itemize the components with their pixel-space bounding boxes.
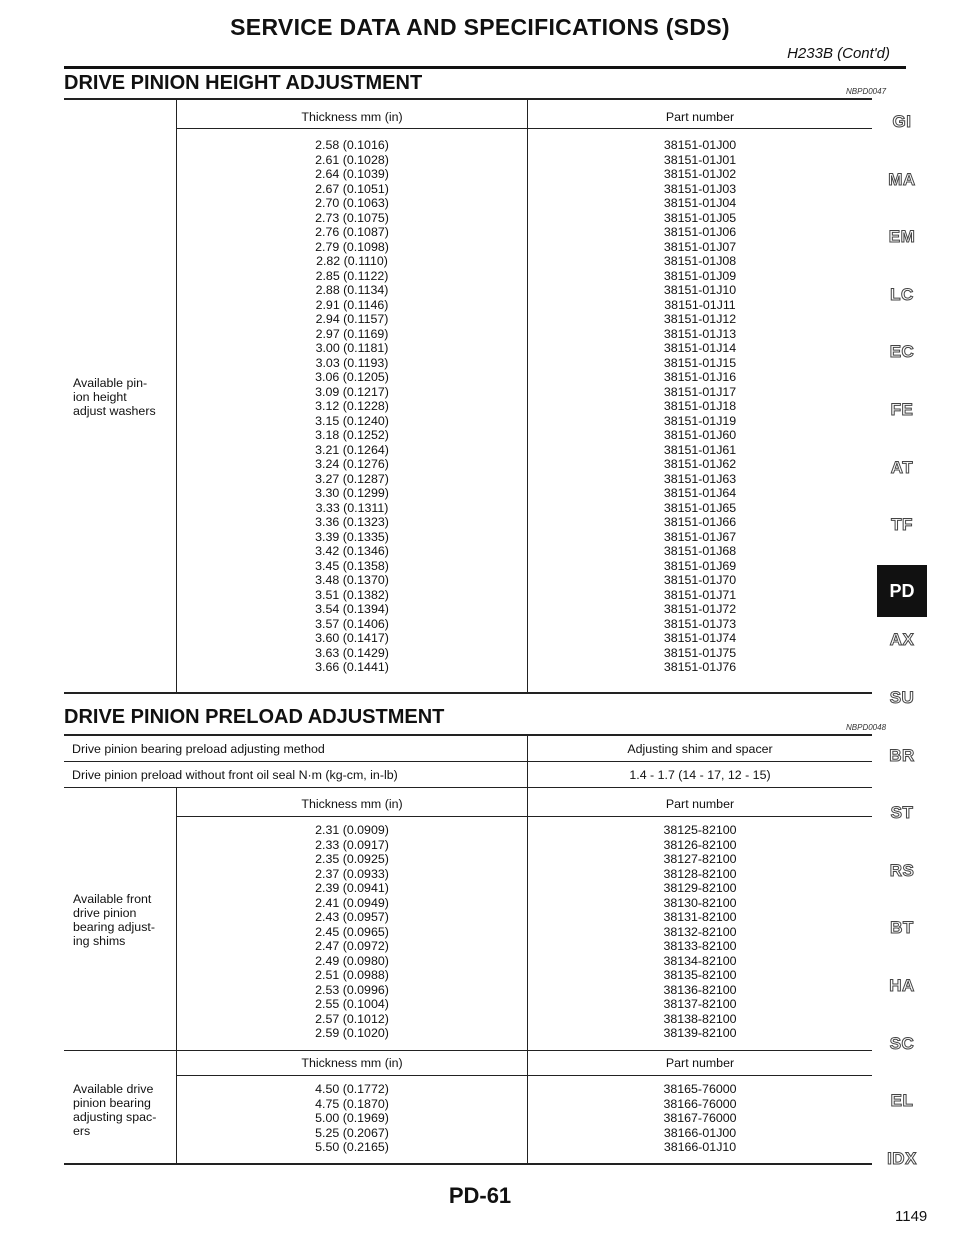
side-index-tab-bt[interactable]: BT [890, 918, 914, 937]
part-number-value: 38125-82100 [663, 823, 737, 837]
part-number-value: 38151-01J06 [663, 225, 737, 239]
height-header-rule [176, 128, 872, 129]
thickness-value: 2.61 (0.1028) [315, 152, 389, 167]
thickness-value: 3.15 (0.1240) [315, 413, 389, 428]
footer-number: 1149 [895, 1208, 928, 1225]
part-number-value: 38139-82100 [663, 1026, 737, 1040]
thickness-value: 2.73 (0.1075) [315, 210, 389, 225]
preload-top-divider [527, 734, 528, 788]
height-washers-label: Available pin- ion height adjust washers [73, 376, 156, 418]
thickness-value: 2.57 (0.1012) [315, 1011, 389, 1026]
thickness-value: 2.53 (0.0996) [315, 982, 389, 997]
preload-torque-value: 1.4 - 1.7 (14 - 17, 12 - 15) [629, 768, 771, 782]
part-number-value: 38138-82100 [663, 1011, 737, 1026]
thickness-value: 3.54 (0.1394) [315, 602, 389, 616]
thickness-value: 3.36 (0.1323) [315, 515, 389, 529]
part-number-value: 38167-76000 [663, 1111, 737, 1125]
thickness-value: 2.97 (0.1169) [315, 326, 389, 341]
part-number-value: 38151-01J09 [663, 268, 737, 283]
section-code-preload: NBPD0048 [846, 723, 887, 732]
thickness-value: 2.64 (0.1039) [315, 167, 389, 181]
part-number-value: 38151-01J10 [663, 283, 737, 297]
part-number-value: 38151-01J18 [663, 399, 737, 413]
thickness-value: 3.51 (0.1382) [315, 587, 389, 602]
part-number-value: 38137-82100 [663, 997, 737, 1011]
height-thickness-column [176, 138, 528, 675]
part-number-value: 38151-01J04 [663, 196, 737, 210]
section-title-preload: DRIVE PINION PRELOAD ADJUSTMENT [64, 706, 445, 728]
thickness-value: 5.00 (0.1969) [315, 1111, 389, 1125]
thickness-value: 3.66 (0.1441) [315, 660, 389, 674]
part-number-value: 38151-01J02 [663, 167, 737, 181]
spacers-part-column [528, 1082, 872, 1155]
part-number-value: 38151-01J05 [663, 210, 737, 225]
continued-label: H233B (Cont'd) [787, 45, 890, 62]
thickness-value: 3.03 (0.1193) [315, 355, 389, 370]
part-number-value: 38151-01J63 [663, 471, 737, 486]
thickness-value: 3.12 (0.1228) [315, 399, 389, 413]
thickness-value: 3.24 (0.1276) [315, 457, 389, 471]
thickness-value: 3.21 (0.1264) [315, 442, 389, 457]
part-number-value: 38151-01J14 [663, 341, 737, 355]
thickness-value: 3.63 (0.1429) [315, 645, 389, 660]
part-number-value: 38131-82100 [663, 910, 737, 924]
part-number-value: 38151-01J19 [663, 413, 737, 428]
part-number-value: 38133-82100 [663, 939, 737, 953]
table-bottom-rule [64, 1163, 872, 1165]
part-number-value: 38151-01J60 [663, 428, 737, 442]
side-index-tab-em[interactable]: EM [888, 227, 916, 246]
thickness-value: 3.09 (0.1217) [315, 384, 389, 399]
part-number-value: 38151-01J70 [663, 573, 737, 587]
thickness-value: 2.31 (0.0909) [315, 823, 389, 837]
height-table-bottom-rule [64, 692, 872, 694]
part-number-value: 38128-82100 [663, 866, 737, 881]
part-number-value: 38151-01J73 [663, 616, 737, 631]
thickness-value: 2.70 (0.1063) [315, 196, 389, 210]
shims-header-rule [176, 816, 872, 817]
part-number-value: 38151-01J67 [663, 529, 737, 544]
side-index-tab-fe[interactable]: FE [890, 400, 914, 419]
part-number-value: 38151-01J17 [663, 384, 737, 399]
thickness-value: 2.43 (0.0957) [315, 910, 389, 924]
shims-col-part-header: Part number [665, 797, 735, 811]
preload-row-rule-1 [64, 761, 872, 762]
thickness-value: 3.33 (0.1311) [315, 500, 389, 515]
side-index-tab-idx[interactable]: IDX [887, 1149, 917, 1168]
thickness-value: 2.58 (0.1016) [315, 138, 389, 152]
part-number-value: 38127-82100 [663, 852, 737, 866]
spacers-thickness-column [176, 1082, 528, 1155]
part-number-value: 38151-01J66 [663, 515, 737, 529]
side-index-tab-st[interactable]: ST [890, 803, 914, 822]
side-index-tab-ec[interactable]: EC [889, 342, 915, 361]
header-rule [64, 66, 906, 69]
spacers-top-rule [64, 1050, 872, 1051]
part-number-value: 38151-01J11 [664, 297, 736, 312]
thickness-value: 2.94 (0.1157) [315, 312, 389, 326]
part-number-value: 38151-01J68 [663, 544, 737, 558]
side-index-tab-ma[interactable]: MA [888, 170, 916, 189]
thickness-value: 2.67 (0.1051) [315, 181, 389, 196]
side-index-tab-pd[interactable]: PD [877, 565, 927, 617]
side-index-tab-el[interactable]: EL [890, 1091, 914, 1110]
page-title: SERVICE DATA AND SPECIFICATIONS (SDS) [230, 14, 730, 40]
thickness-value: 2.79 (0.1098) [315, 239, 389, 254]
thickness-value: 5.50 (0.2165) [315, 1140, 389, 1154]
thickness-value: 3.18 (0.1252) [315, 428, 389, 442]
part-number-value: 38151-01J12 [663, 312, 737, 326]
spacers-label: Available drive pinion bearing adjusting spac- ers [73, 1082, 157, 1138]
part-number-value: 38165-76000 [663, 1082, 737, 1096]
height-col-part-header: Part number [665, 110, 735, 124]
thickness-value: 3.27 (0.1287) [315, 471, 389, 486]
thickness-value: 2.85 (0.1122) [315, 268, 389, 283]
table-top-rule [64, 98, 872, 100]
part-number-value: 38166-01J10 [663, 1140, 737, 1154]
thickness-value: 5.25 (0.2067) [315, 1125, 389, 1140]
thickness-value: 4.50 (0.1772) [315, 1082, 389, 1096]
part-number-value: 38151-01J69 [663, 558, 737, 573]
side-index-tab-lc[interactable]: LC [890, 285, 914, 304]
part-number-value: 38151-01J61 [663, 442, 737, 457]
thickness-value: 3.00 (0.1181) [315, 341, 389, 355]
thickness-value: 2.49 (0.0980) [315, 953, 389, 968]
thickness-value: 2.37 (0.0933) [315, 866, 389, 881]
thickness-value: 4.75 (0.1870) [315, 1096, 389, 1111]
thickness-value: 3.42 (0.1346) [315, 544, 389, 558]
part-number-value: 38132-82100 [663, 924, 737, 939]
shims-part-column [528, 823, 872, 1041]
thickness-value: 3.45 (0.1358) [315, 558, 389, 573]
spacers-col-part-header: Part number [665, 1056, 735, 1070]
section-title-height: DRIVE PINION HEIGHT ADJUSTMENT [64, 72, 423, 94]
part-number-value: 38151-01J65 [663, 500, 737, 515]
part-number-value: 38151-01J64 [663, 486, 737, 500]
part-number-value: 38166-76000 [663, 1096, 737, 1111]
height-part-column [528, 138, 872, 675]
side-index-tab-ha[interactable]: HA [889, 976, 915, 995]
spacers-col-thickness-header: Thickness mm (in) [301, 1056, 403, 1070]
shims-thickness-column [176, 823, 528, 1041]
thickness-value: 3.30 (0.1299) [315, 486, 389, 500]
part-number-value: 38151-01J00 [663, 138, 737, 152]
thickness-value: 2.47 (0.0972) [315, 939, 389, 953]
part-number-value: 38130-82100 [663, 895, 737, 910]
side-index-tab-su[interactable]: SU [889, 688, 915, 707]
part-number-value: 38151-01J71 [663, 587, 737, 602]
preload-method-label: Drive pinion bearing preload adjusting method [72, 742, 325, 756]
side-index-tab-br[interactable]: BR [889, 746, 915, 765]
thickness-value: 2.59 (0.1020) [315, 1026, 389, 1040]
thickness-value: 2.91 (0.1146) [315, 297, 389, 312]
height-col-thickness-header: Thickness mm (in) [301, 110, 403, 124]
part-number-value: 38129-82100 [663, 881, 737, 895]
part-number-value: 38151-01J01 [663, 152, 737, 167]
shims-label: Available front drive pinion bearing adjust- ing shims [73, 892, 155, 948]
section-code-height: NBPD0047 [846, 87, 887, 96]
thickness-value: 3.48 (0.1370) [315, 573, 389, 587]
thickness-value: 2.55 (0.1004) [315, 997, 389, 1011]
part-number-value: 38135-82100 [663, 968, 737, 982]
side-index-tab-gi[interactable]: GI [892, 112, 912, 131]
part-number-value: 38151-01J62 [663, 457, 737, 471]
shims-col-thickness-header: Thickness mm (in) [301, 797, 403, 811]
part-number-value: 38136-82100 [663, 982, 737, 997]
thickness-value: 3.06 (0.1205) [315, 370, 389, 384]
part-number-value: 38151-01J03 [663, 181, 737, 196]
preload-torque-label: Drive pinion preload without front oil seal N·m (kg-cm, in-lb) [72, 768, 398, 782]
thickness-value: 3.60 (0.1417) [315, 631, 389, 645]
part-number-value: 38134-82100 [663, 953, 737, 968]
thickness-value: 2.41 (0.0949) [315, 895, 389, 910]
thickness-value: 2.88 (0.1134) [315, 283, 389, 297]
thickness-value: 3.39 (0.1335) [315, 529, 389, 544]
side-index-tab-at[interactable]: AT [890, 458, 914, 477]
part-number-value: 38151-01J75 [663, 645, 737, 660]
thickness-value: 3.57 (0.1406) [315, 616, 389, 631]
side-index-tab-ax[interactable]: AX [889, 630, 915, 649]
page-number: PD-61 [448, 1183, 512, 1208]
part-number-value: 38151-01J16 [663, 370, 737, 384]
preload-method-value: Adjusting shim and spacer [627, 742, 773, 756]
part-number-value: 38151-01J08 [663, 254, 737, 268]
part-number-value: 38151-01J15 [663, 355, 737, 370]
preload-row-rule-2 [64, 787, 872, 788]
spacers-header-rule [176, 1075, 872, 1076]
side-index-tab-rs[interactable]: RS [889, 861, 915, 880]
part-number-value: 38151-01J13 [663, 326, 737, 341]
thickness-value: 2.51 (0.0988) [315, 968, 389, 982]
part-number-value: 38151-01J72 [663, 602, 737, 616]
preload-top-rule [64, 734, 872, 736]
thickness-value: 2.76 (0.1087) [315, 225, 389, 239]
thickness-value: 2.45 (0.0965) [315, 924, 389, 939]
part-number-value: 38151-01J76 [663, 660, 737, 674]
thickness-value: 2.82 (0.1110) [316, 254, 388, 268]
thickness-value: 2.35 (0.0925) [315, 852, 389, 866]
thickness-value: 2.33 (0.0917) [315, 837, 389, 852]
side-index-tab-tf[interactable]: TF [891, 515, 913, 534]
part-number-value: 38151-01J07 [663, 239, 737, 254]
side-index-tab-sc[interactable]: SC [889, 1034, 915, 1053]
part-number-value: 38151-01J74 [663, 631, 737, 645]
thickness-value: 2.39 (0.0941) [315, 881, 389, 895]
part-number-value: 38166-01J00 [663, 1125, 737, 1140]
part-number-value: 38126-82100 [663, 837, 737, 852]
